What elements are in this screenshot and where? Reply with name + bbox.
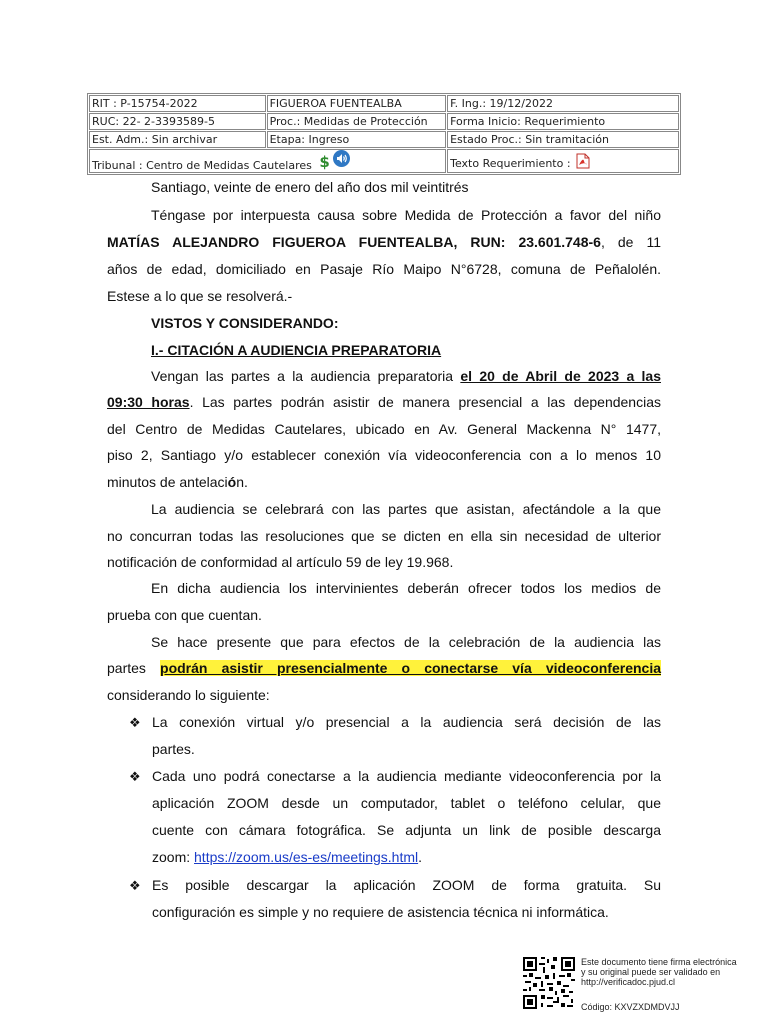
bullet-icon: ❖ — [129, 715, 141, 730]
highlighted-attendance-text: podrán asistir presencialmente o conectarse vía videoconferencia — [160, 660, 661, 676]
bullet-1-line-2: partes. — [152, 741, 195, 757]
paragraph-5-line-2-text: partes — [107, 660, 161, 676]
signature-line-2: y su original puede ser validado en — [581, 967, 721, 977]
proc-cell: Proc.: Medidas de Protección — [267, 113, 447, 130]
signature-notice — [581, 957, 756, 987]
paragraph-4-line-1: En dicha audiencia los intervinientes deberán ofrecer todos los medios de — [151, 580, 661, 596]
party-name-cell: FIGUEROA FUENTEALBA — [267, 95, 447, 112]
tribunal-label: Tribunal : Centro de Medidas Cautelares — [92, 159, 312, 172]
paragraph-2-line-4: piso 2, Santiago y/o establecer conexión vía videoconferencia con a lo menos 10 — [107, 447, 661, 463]
child-name: MATÍAS ALEJANDRO FIGUEROA FUENTEALBA, RUN: 23.601.748-6 — [107, 234, 601, 250]
paragraph-2-line-5-a: minutos de antelaci — [107, 474, 228, 490]
paragraph-2-line-5-b: ó — [227, 474, 237, 490]
estado-proc-cell: Estado Proc.: Sin tramitación — [447, 131, 679, 148]
bullet-2-line-2: aplicación ZOOM desde un computador, tablet o teléfono celular, que — [152, 795, 661, 811]
paragraph-3-line-3: notificación de conformidad al artículo 59 de ley 19.968. — [107, 554, 454, 570]
paragraph-5-line-3: considerando lo siguiente: — [107, 687, 270, 703]
paragraph-2-line-2 — [107, 389, 661, 416]
case-header-table — [87, 93, 681, 175]
verification-code: Código: KXVZXDMDVJJ — [581, 1002, 680, 1012]
zoom-label: zoom: — [152, 849, 195, 865]
dollar-icon[interactable]: $ — [319, 153, 330, 171]
paragraph-2-line-5-c: n. — [236, 474, 248, 490]
bullet-3-line-2: configuración es simple y no requiere de asistencia técnica ni informática. — [152, 904, 609, 920]
verification-qr-code — [523, 957, 575, 1009]
section-1-heading: I.- CITACIÓN A AUDIENCIA PREPARATORIA — [151, 342, 442, 358]
bullet-2-line-1: Cada uno podrá conectarse a la audiencia mediante videoconferencia por la — [152, 768, 661, 784]
vistos-heading: VISTOS Y CONSIDERANDO: — [151, 315, 339, 331]
paragraph-5-line-1: Se hace presente que para efectos de la celebración de la audiencia las — [151, 634, 661, 650]
signature-line-1: Este documento tiene firma electrónica — [581, 957, 737, 967]
bullet-1-line-1: La conexión virtual y/o presencial a la audiencia será decisión de las — [152, 714, 661, 730]
paragraph-5-line-2 — [107, 655, 661, 682]
bullet-icon: ❖ — [129, 769, 141, 784]
paragraph-2-line-1 — [151, 363, 661, 390]
texto-requerimiento-cell — [447, 149, 679, 173]
paragraph-1-line-3: años de edad, domiciliado en Pasaje Río Maipo N°6728, comuna de Peñalolén. — [107, 261, 661, 277]
paragraph-3-line-1: La audiencia se celebrará con las partes que asistan, afectándole a la que — [151, 501, 661, 517]
date-line: Santiago, veinte de enero del año dos mil veintitrés — [151, 179, 469, 195]
paragraph-1-line-4: Estese a lo que se resolverá.- — [107, 288, 293, 304]
paragraph-1-line-2-rest: , de 11 — [600, 234, 661, 250]
verification-url: http://verificadoc.pjud.cl — [581, 977, 676, 987]
ruc-cell: RUC: 22- 2-3393589-5 — [89, 113, 266, 130]
paragraph-3-line-2: no concurran todas las resoluciones que se dicten en ella sin necesidad de ulterior — [107, 528, 661, 544]
etapa-cell: Etapa: Ingreso — [267, 131, 447, 148]
forma-inicio-cell: Forma Inicio: Requerimiento — [447, 113, 679, 130]
zoom-download-link[interactable]: https://zoom.us/es-es/meetings.html — [194, 849, 419, 865]
paragraph-2-line-3: del Centro de Medidas Cautelares, ubicado en Av. General Mackenna N° 1477, — [107, 421, 661, 437]
texto-requerimiento-label: Texto Requerimiento : — [450, 157, 571, 170]
rit-cell: RIT : P-15754-2022 — [89, 95, 266, 112]
tribunal-cell — [89, 149, 446, 173]
pdf-icon[interactable] — [576, 153, 590, 172]
paragraph-1-line-2 — [107, 229, 661, 256]
audio-icon[interactable] — [333, 150, 350, 167]
est-adm-cell: Est. Adm.: Sin archivar — [89, 131, 266, 148]
paragraph-2-line-1-text: Vengan las partes a la audiencia preparatoria — [151, 368, 461, 384]
hearing-time: 09:30 horas — [107, 394, 190, 410]
bullet-icon: ❖ — [129, 878, 141, 893]
zoom-period: . — [418, 849, 422, 865]
paragraph-1-line-1: Téngase por interpuesta causa sobre Medida de Protección a favor del niño — [151, 207, 661, 223]
bullet-2-line-3: cuente con cámara fotográfica. Se adjunta un link de posible descarga — [152, 822, 661, 838]
hearing-date: el 20 de Abril de 2023 a las — [460, 368, 661, 384]
paragraph-2-line-5 — [107, 469, 661, 496]
bullet-3-line-1: Es posible descargar la aplicación ZOOM de forma gratuita. Su — [152, 877, 661, 893]
f-ing-cell: F. Ing.: 19/12/2022 — [447, 95, 679, 112]
bullet-2-line-4 — [152, 844, 661, 871]
paragraph-2-line-2-text: . Las partes podrán asistir de manera presencial a las dependencias — [189, 394, 661, 410]
paragraph-4-line-2: prueba con que cuentan. — [107, 607, 262, 623]
